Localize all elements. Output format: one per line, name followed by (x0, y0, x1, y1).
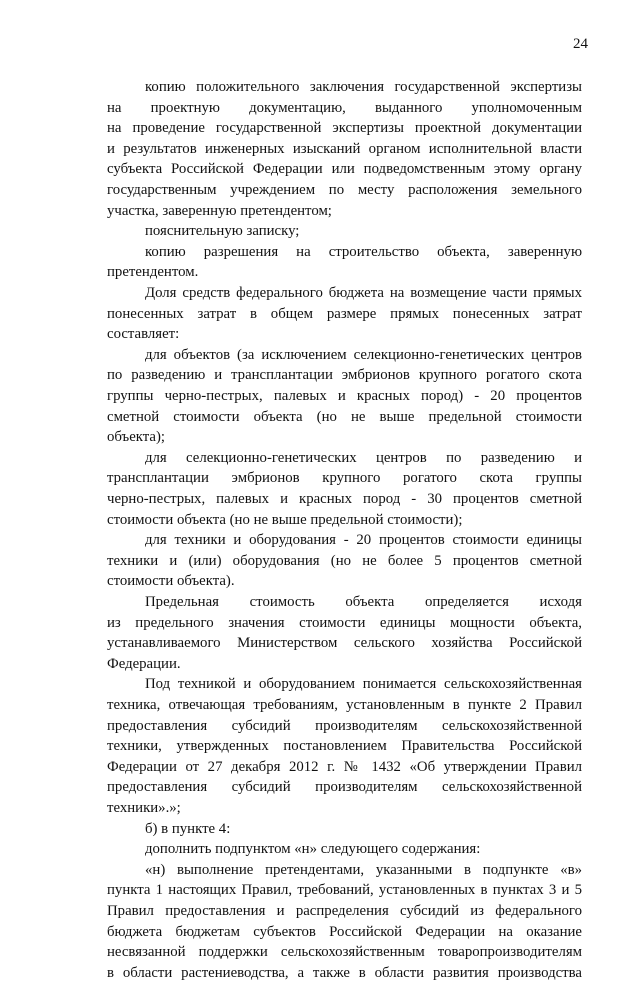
text-line: черно-пестрых, палевых и красных пород - 30 процентов сметной (107, 491, 582, 507)
text-line: техники и (или) оборудования (но не более 5 процентов сметной (107, 552, 582, 569)
text-line: трансплантации эмбрионов крупного рогатого скота группы (107, 470, 582, 487)
text-line: объекта); (107, 429, 166, 446)
page-number: 24 (573, 36, 588, 52)
text-line: составляет: (107, 326, 180, 343)
text-line: для объектов (за исключением селекционно-генетических центров (145, 346, 582, 363)
text-line: Правил предоставления и распределения субсидий из федерального (107, 903, 582, 919)
text-line: стоимости объекта (но не выше предельной стоимости); (107, 511, 463, 528)
text-line: из предельного значения стоимости единицы мощности объекта, (107, 614, 582, 631)
text-line: бюджета бюджетам субъектов Российской Федерации на оказание (107, 923, 582, 940)
text-line: предоставления субсидий производителям сельскохозяйственной (107, 717, 582, 734)
text-line: Федерации от 27 декабря 2012 г. № 1432 «Об утверждении Правил (107, 758, 582, 775)
text-line: техники».»; (107, 800, 181, 816)
text-line: на проектную документацию, выданного уполномоченным (107, 99, 582, 116)
text-line: субъекта Российской Федерации или подведомственным этому органу (107, 161, 582, 178)
text-line: понесенных затрат в общем размере прямых понесенных затрат (107, 305, 582, 322)
text-line: государственным учреждением по месту расположения земельного (107, 182, 582, 198)
text-line: техника, отвечающая требованиям, установленным в пункте 2 Правил (107, 697, 582, 713)
text-line: претендентом. (107, 264, 199, 281)
text-line: сметной стоимости объекта (но не выше предельной стоимости (107, 408, 582, 425)
text-line: устанавливаемого Министерством сельского хозяйства Российской (107, 635, 582, 652)
text-line: в области растениеводства, а также в области развития производства (107, 964, 582, 981)
text-line: Доля средств федерального бюджета на возмещение части прямых (145, 285, 582, 301)
text-line: техники, утвержденных постановлением Правительства Российской (107, 738, 582, 755)
text-line: дополнить подпунктом «н» следующего содержания: (145, 841, 481, 858)
text-line: копию положительного заключения государственной экспертизы (145, 79, 582, 95)
text-line: пояснительную записку; (145, 223, 300, 240)
text-line: несвязанной поддержки сельскохозяйственным товаропроизводителям (107, 944, 582, 961)
text-line: на проведение государственной экспертизы проектной документации (107, 120, 582, 137)
text-line: и результатов инженерных изысканий органом исполнительной власти (107, 140, 582, 157)
text-line: для техники и оборудования - 20 процентов стоимости единицы (145, 532, 582, 549)
text-line: пункта 1 настоящих Правил, требований, установленных в пунктах 3 и 5 (107, 882, 582, 899)
text-line: стоимости объекта). (107, 573, 235, 590)
text-line: «н) выполнение претендентами, указанными в подпункте «в» (145, 861, 582, 878)
text-line: копию разрешения на строительство объекта, заверенную (145, 243, 582, 260)
text-line: группы черно-пестрых, палевых и красных пород) - 20 процентов (107, 388, 582, 404)
text-line: Под техникой и оборудованием понимается сельскохозяйственная (145, 676, 582, 693)
text-line: по разведению и трансплантации эмбрионов крупного рогатого скота (107, 367, 582, 384)
text-line: участка, заверенную претендентом; (107, 202, 332, 219)
text-line: Федерации. (107, 655, 181, 672)
text-line: Предельная стоимость объекта определяется исходя (145, 594, 582, 610)
text-line: предоставления субсидий производителям сельскохозяйственной (107, 779, 582, 796)
text-line: для селекционно-генетических центров по разведению и (145, 449, 582, 466)
text-line: б) в пункте 4: (145, 820, 231, 837)
